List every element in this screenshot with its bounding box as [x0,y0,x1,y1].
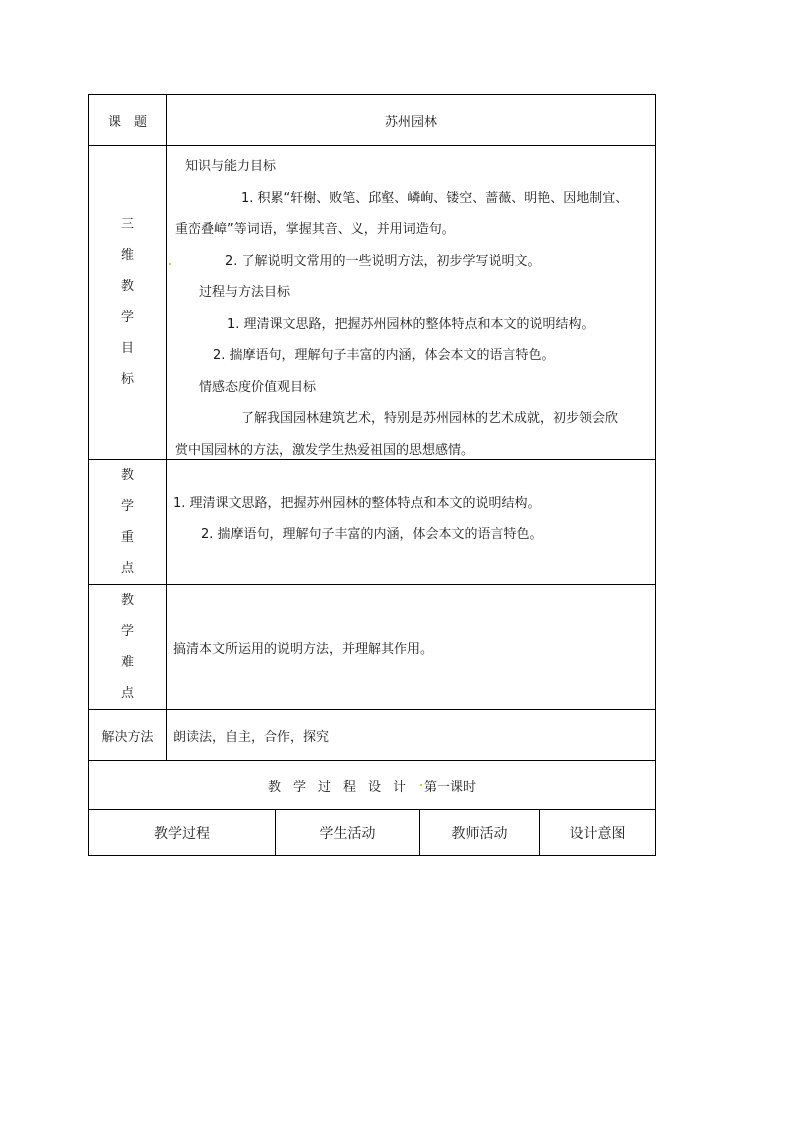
column-header-row [88,810,656,856]
key-point-line: 1. 理清课文思路，把握苏州园林的整体特点和本文的说明结构。 [173,496,541,511]
key-point-line: 2. 揣摩语句，理解句子丰富的内涵，体会本文的语言特色。 [201,527,543,542]
design-heading: 教学过程设计 [267,779,418,795]
key-label-char: 点 [120,560,134,576]
goals-label-char: 目 [120,341,134,356]
title-label: 课 题 [89,95,167,145]
goal-line: 2. 揣摩语句，理解句子丰富的内涵，体会本文的语言特色。 [213,348,555,363]
goal-line: 重峦叠嶂”等词语，掌握其音、义，并用词造句。 [175,222,455,237]
goals-label-char: 学 [120,310,134,325]
col-teacher-activity: 教师活动 [420,810,540,855]
design-heading-row [88,761,656,810]
bullet-dot-icon [169,263,171,265]
goal-line: 2. 了解说明文常用的一些说明方法，初步学写说明文。 [225,253,541,269]
key-points-row [88,460,656,585]
diff-label-char: 难 [120,654,134,670]
title-row [88,94,656,146]
key-label-char: 学 [120,498,134,514]
key-label-char: 教 [120,467,134,483]
diff-label-char: 点 [120,685,134,701]
difficulties-row [88,585,656,710]
goals-label-char: 三 [120,217,134,232]
bullet-dot-icon [420,784,422,786]
goal-heading-attitude: 情感态度价值观目标 [199,379,317,395]
col-design-intent: 设计意图 [569,825,626,842]
goal-line: 1. 理清课文思路，把握苏州园林的整体特点和本文的说明结构。 [227,316,595,332]
lesson-number: 第一课时 [424,779,477,795]
goals-label-char: 标 [120,372,134,387]
diff-label-char: 教 [120,592,134,608]
key-points-content [167,460,655,584]
goal-line: 1. 积累“轩榭、败笔、邱壑、嶙峋、镂空、蔷薇、明艳、因地制宜、 [241,190,629,206]
method-label: 解决方法 [89,710,167,760]
goal-line: 了解我国园林建筑艺术，特别是苏州园林的艺术成就，初步领会欣 [241,411,619,426]
goals-label-char: 维 [120,248,134,263]
goal-heading-knowledge: 知识与能力目标 [185,159,277,174]
goals-label-char: 教 [120,279,134,294]
key-label-char: 重 [120,529,134,545]
goal-heading-process: 过程与方法目标 [199,285,291,300]
goals-content [167,146,655,459]
key-points-label [89,460,167,584]
goals-label [89,146,167,459]
diff-label-char: 学 [120,623,134,639]
lesson-title: 苏州园林 [384,114,437,130]
difficulties-label [89,585,167,709]
difficulties-content: 搞清本文所运用的说明方法，并理解其作用。 [173,641,434,657]
method-row [88,710,656,761]
goals-row [88,146,656,460]
lesson-plan-table [88,94,656,856]
col-student-activity: 学生活动 [276,810,420,855]
col-teaching-process: 教学过程 [89,810,276,855]
method-value: 朗读法，自主，合作，探究 [173,729,330,745]
goal-line: 赏中国园林的方法，激发学生热爱祖国的思想感情。 [175,442,475,458]
